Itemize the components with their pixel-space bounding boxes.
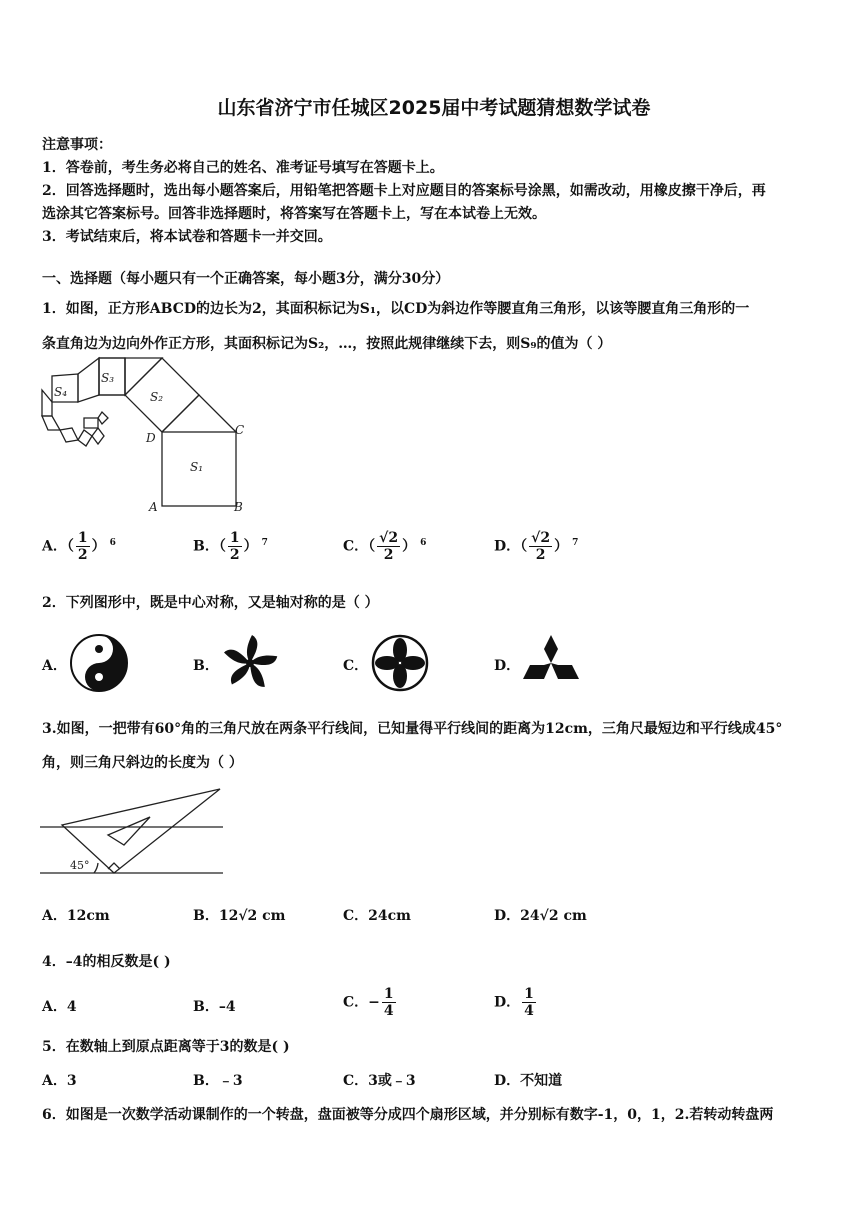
q5-option-b[interactable]: B．﹣3	[193, 1073, 243, 1089]
section-heading: 一、选择题（每小题只有一个正确答案，每小题3分，满分30分）	[42, 271, 450, 287]
q5-option-d[interactable]: D．不知道	[494, 1073, 563, 1089]
page-title: 山东省济宁市任城区2025届中考试题猜想数学试卷	[217, 97, 651, 119]
label-d: D	[146, 431, 156, 445]
label-s4: S₄	[54, 385, 68, 399]
q4-option-d[interactable]: D． $\frac{1}{4}$	[494, 986, 534, 1019]
q2-option-c-label[interactable]: C．	[343, 658, 369, 674]
question-1-line: 1．如图，正方形ABCD的边长为2，其面积标记为S₁，以CD为斜边作等腰直角三角形，以该等腰直角三角形的一	[42, 301, 750, 317]
four-petal-circle-icon	[370, 633, 430, 693]
pinwheel-icon	[220, 633, 280, 693]
label-a: A	[149, 500, 158, 514]
yin-yang-icon	[69, 633, 129, 693]
label-b: B	[234, 500, 243, 514]
question-1-line: 条直角边为边向外作正方形，其面积标记为S₂，…，按照此规律继续下去，则S₉的值为（ ）	[42, 336, 612, 352]
q3-option-a[interactable]: A．12cm	[42, 908, 110, 924]
q2-option-b-label[interactable]: B．	[193, 658, 219, 674]
angle-label: 45°	[70, 859, 90, 872]
q3-option-c[interactable]: C．24cm	[343, 908, 411, 924]
q5-option-c[interactable]: C．3或﹣3	[343, 1073, 416, 1089]
question-3-line: 3.如图，一把带有60°角的三角尺放在两条平行线间，已知量得平行线间的距离为12cm，三角尺最短边和平行线成45°	[42, 721, 783, 737]
question-2-line: 2．下列图形中，既是中心对称，又是轴对称的是（ ）	[42, 595, 379, 611]
q2-option-d-label[interactable]: D．	[494, 658, 521, 674]
squares-spiral-figure	[38, 356, 253, 516]
question-3-line: 角，则三角尺斜边的长度为（ ）	[42, 755, 243, 771]
notice-item: 2．回答选择题时，选出每小题答案后，用铅笔把答题卡上对应题目的答案标号涂黑，如需改动，用橡皮擦干净后，再	[42, 183, 766, 199]
notice-item: 3．考试结束后，将本试卷和答题卡一并交回。	[42, 229, 332, 245]
question-5-line: 5．在数轴上到原点距离等于3的数是( )	[42, 1039, 290, 1055]
q2-option-a-label[interactable]: A．	[42, 658, 67, 674]
q4-option-c[interactable]: C．− $\frac{1}{4}$	[343, 986, 394, 1019]
question-6-line: 6．如图是一次数学活动课制作的一个转盘，盘面被等分成四个扇形区域，并分别标有数字-1，0，1，2.若转动转盘两	[42, 1107, 774, 1123]
notice-heading: 注意事项：	[42, 137, 112, 153]
q5-option-a[interactable]: A．3	[42, 1073, 77, 1089]
q1-option-b[interactable]: B．（ $\frac{1}{2}$ ） $^7$	[193, 530, 268, 563]
label-c: C	[235, 423, 245, 437]
triangle-ruler-figure	[38, 783, 228, 878]
notice-item: 选涂其它答案标号。回答非选择题时，将答案写在答题卡上，写在本试卷上无效。	[42, 206, 546, 222]
notice-item: 1．答卷前，考生务必将自己的姓名、准考证号填写在答题卡上。	[42, 160, 444, 176]
label-s3: S₃	[101, 371, 115, 385]
q1-option-c[interactable]: C．（ $\frac{√2}{2}$ ） $^6$	[343, 530, 427, 563]
q1-option-a[interactable]: A．（ $\frac{1}{2}$ ） $^6$	[42, 530, 116, 563]
q4-option-a[interactable]: A．4	[42, 999, 77, 1015]
q3-option-b[interactable]: B．12√2 cm	[193, 908, 286, 924]
triangle-ruler-inner	[108, 817, 150, 845]
q3-option-d[interactable]: D．24√2 cm	[494, 908, 587, 924]
label-s1: S₁	[190, 460, 204, 474]
q1-option-d[interactable]: D．（ $\frac{√2}{2}$ ） $^7$	[494, 530, 579, 563]
q4-option-b[interactable]: B．–4	[193, 999, 236, 1015]
label-s2: S₂	[150, 390, 164, 404]
three-diamond-icon	[521, 633, 581, 689]
question-4-line: 4．–4的相反数是( )	[42, 954, 171, 970]
